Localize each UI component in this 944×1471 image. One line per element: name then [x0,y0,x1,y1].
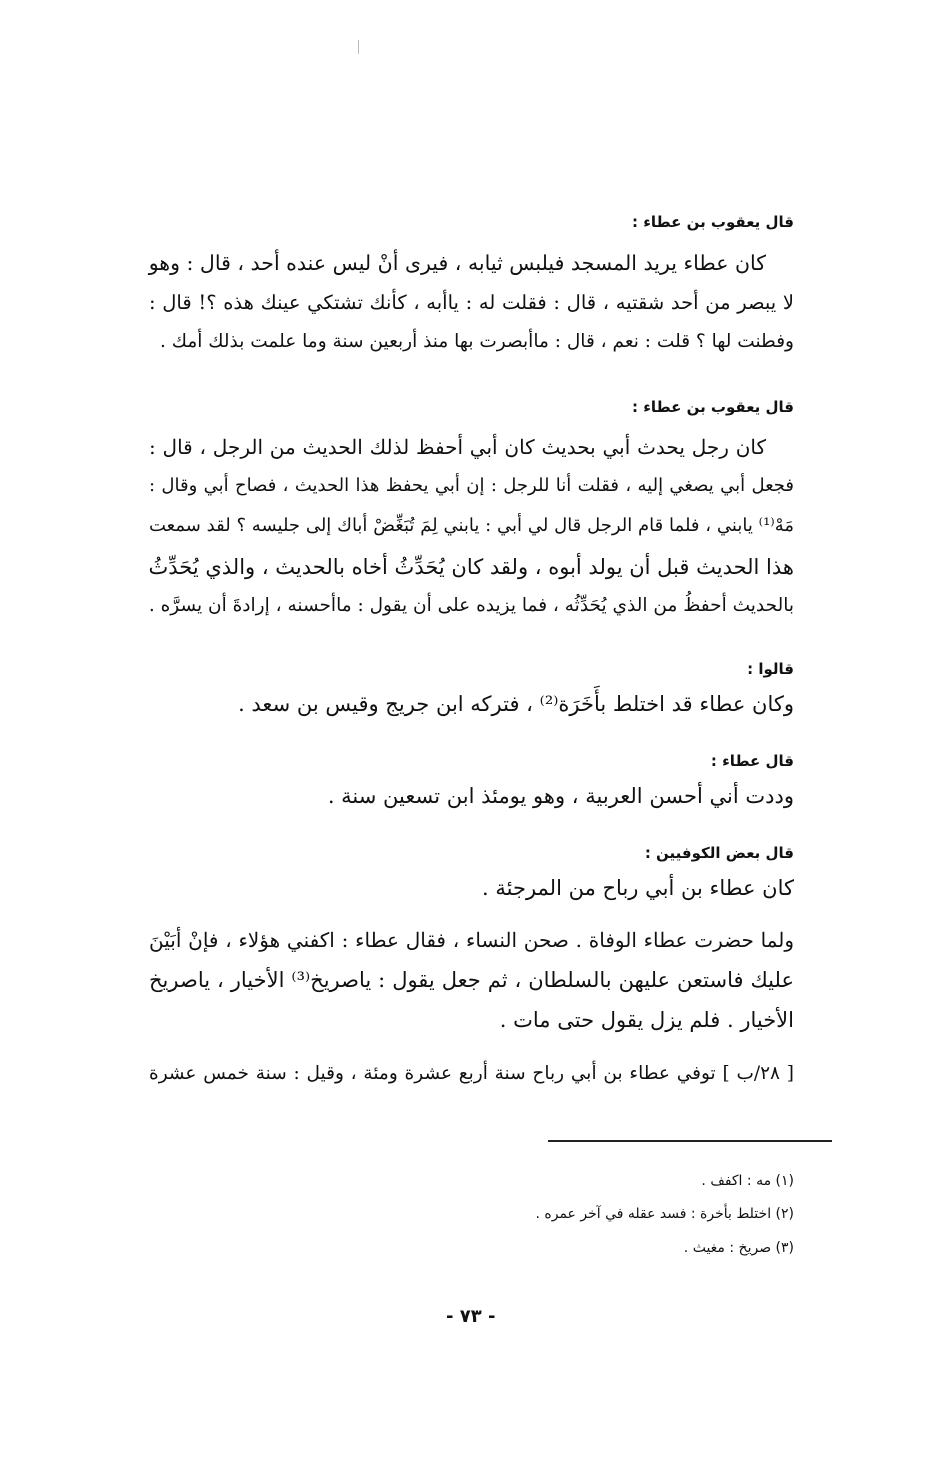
text-line: هذا الحديث قبل أن يولد أبوه ، ولقد كان يُحَدِّثُ أخاه بالحديث ، والذي يُحَدِّثُ [148,555,794,579]
text-line: وفطنت لها ؟ قلت : نعم ، قال : ماأبصرت بها منذ أربعين سنة وما علمت بذلك أمك . [160,331,794,352]
text-line: كان عطاء بن أبي رباح من المرجئة . [482,876,794,900]
text-line: وددت أني أحسن العربية ، وهو يومئذ ابن تسعين سنة . [327,784,794,808]
text-line: مَهْ⁽¹⁾ يابني ، فلما قام الرجل قال لي أبي : يابني لِمَ تُبَغِّضْ أباك إلى جليسه ؟ لقد سمعت [149,515,794,536]
section-heading: قال عطاء : [710,752,794,770]
footnote-divider [548,1140,832,1142]
page-number: - ٧٣ - [446,1306,496,1327]
text-line: فجعل أبي يصغي إليه ، فقلت أنا للرجل : إن أبي يحفظ هذا الحديث ، فصاح أبي وقال : [149,475,794,496]
text-line: كان عطاء يريد المسجد فيلبس ثيابه ، فيرى أنْ ليس عنده أحد ، قال : وهو [148,251,766,275]
section-heading: قال يعقوب بن عطاء : [631,398,794,416]
footnote: (٢) اختلط بأخرة : فسد عقله في آخر عمره . [535,1206,794,1222]
text-line: عليك فاستعن عليهن بالسلطان ، ثم جعل يقول : ياصريخ⁽³⁾ الأخيار ، ياصريخ [149,968,794,992]
text-line: بالحديث أحفظُ من الذي يُحَدِّثُه ، فما يزيده على أن يقول : ماأحسنه ، إرادةَ أن يسرَّه . [148,595,794,616]
text-line: [ ٢٨/ب ] توفي عطاء بن أبي رباح سنة أربع عشرة ومئة ، وقيل : سنة خمس عشرة [149,1063,795,1084]
text-line: كان رجل يحدث أبي بحديث كان أبي أحفظ لذلك الحديث من الرجل ، قال : [149,435,766,459]
section-heading: قالوا : [747,660,794,678]
section-heading: قال بعض الكوفيين : [644,844,794,862]
section-heading: قال يعقوب بن عطاء : [631,213,794,231]
footnote: (١) مه : اكفف . [701,1173,794,1189]
text-line: وكان عطاء قد اختلط بأَخَرَة⁽²⁾ ، فتركه ابن جريج وقيس بن سعد . [238,692,794,716]
text-line: ولما حضرت عطاء الوفاة . صحن النساء ، فقال عطاء : اكفني هؤلاء ، فإنْ أبَيْنَ [149,928,794,952]
text-line: الأخيار . فلم يزل يقول حتى مات . [499,1008,794,1032]
scan-mark [358,40,359,54]
footnote: (٣) صريخ : مغيث . [683,1240,794,1256]
text-line: لا يبصر من أحد شقتيه ، قال : فقلت له : ياأبه ، كأنك تشتكي عينك هذه ؟! قال : [149,291,794,314]
